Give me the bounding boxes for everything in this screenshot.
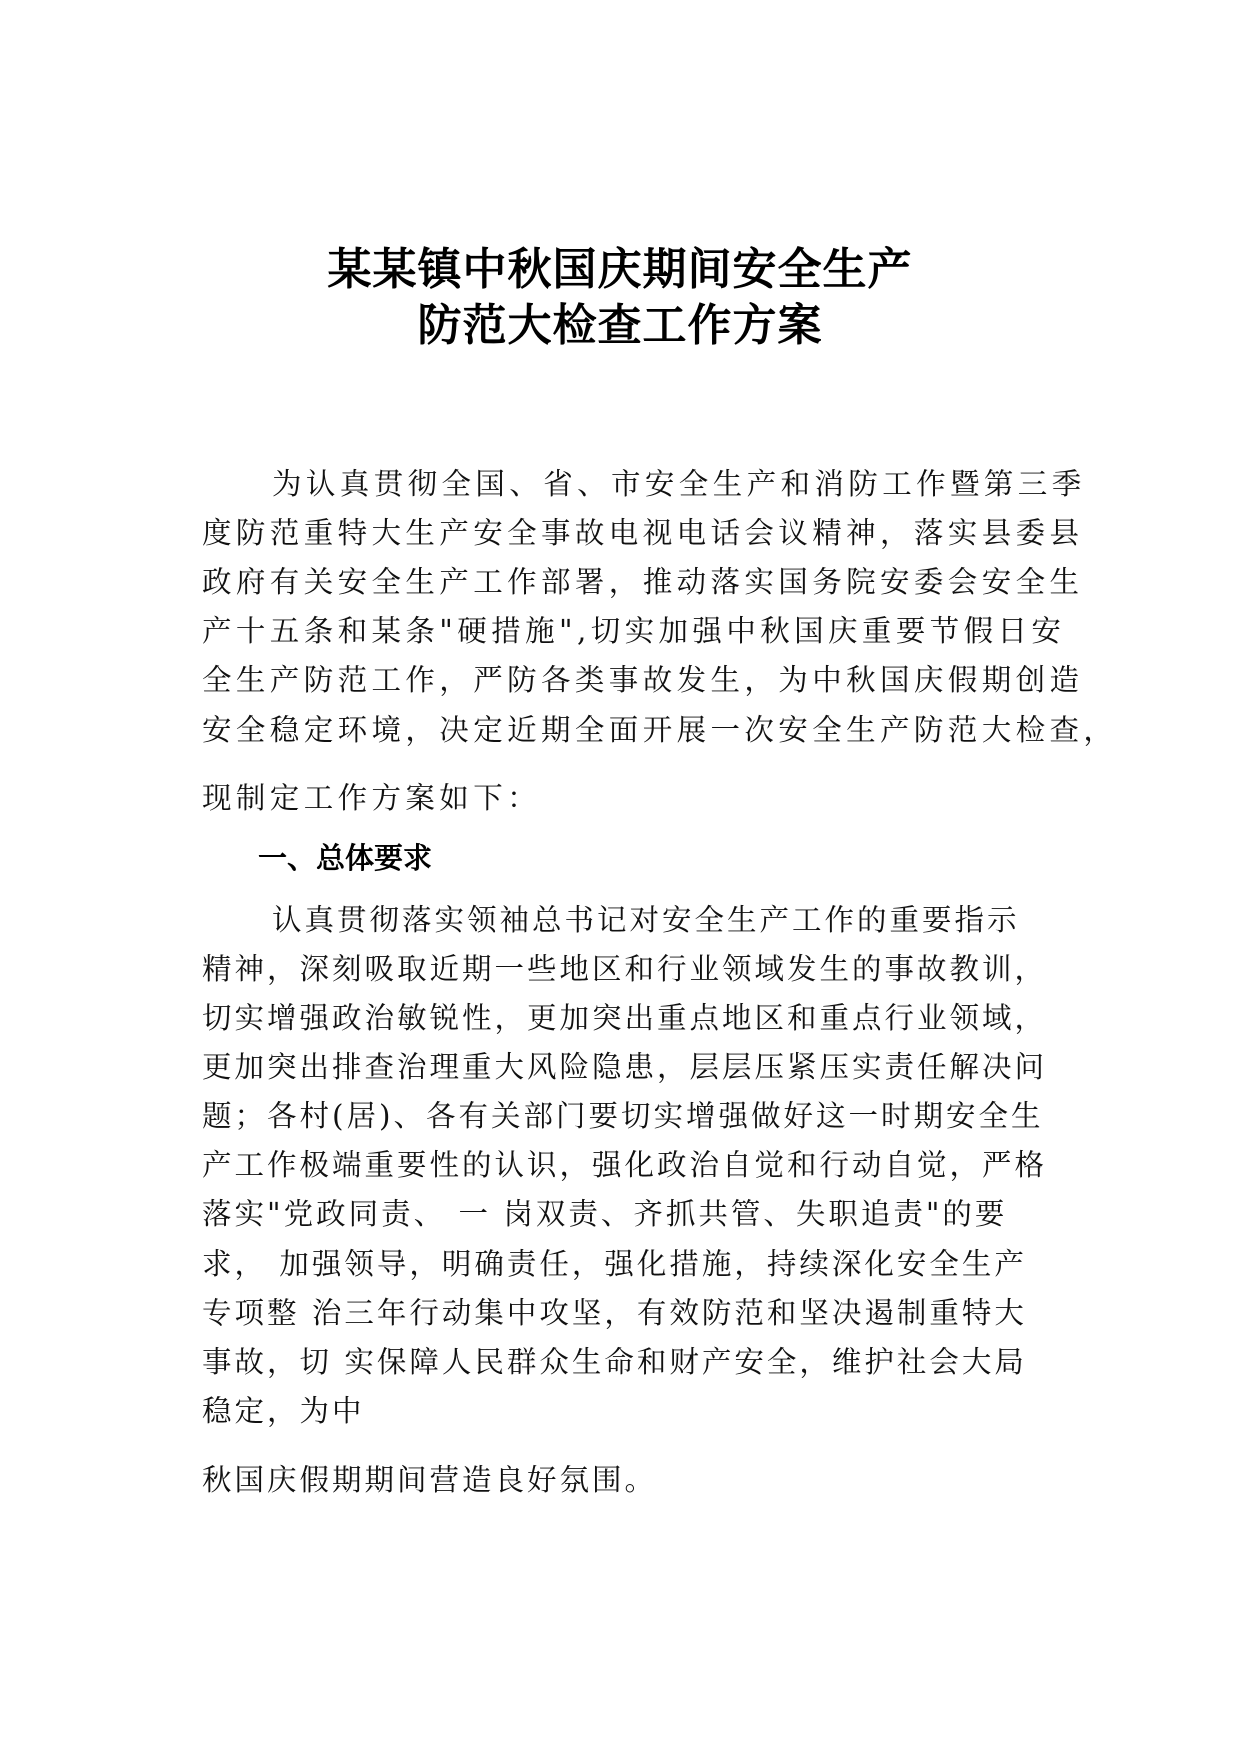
section1-line-1: 认真贯彻落实领袖总书记对安全生产工作的重要指示 (272, 903, 1020, 937)
section1-line-6: 产工作极端重要性的认识，强化政治自觉和行动自觉，严格 (202, 1148, 1048, 1182)
section1-line-12: 秋国庆假期期间营造良好氛围。 (202, 1463, 658, 1497)
section1-line-5: 题；各村(居)、各有关部门要切实增强做好这一时期安全生 (202, 1099, 1044, 1133)
document-title-line-1: 某某镇中秋国庆期间安全生产 (327, 244, 913, 295)
intro-line-6: 安全稳定环境，决定近期全面开展一次安全生产防范大检查， (202, 713, 1118, 747)
intro-line-1: 为认真贯彻全国、省、市安全生产和消防工作暨第三季 (272, 467, 1086, 501)
intro-line-2: 度防范重特大生产安全事故电视电话会议精神，落实县委县 (202, 516, 1084, 550)
intro-line-3: 政府有关安全生产工作部署，推动落实国务院安委会安全生 (202, 565, 1084, 599)
section1-line-2: 精神，深刻吸取近期一些地区和行业领域发生的事故教训， (202, 952, 1048, 986)
intro-line-7: 现制定工作方案如下： (202, 781, 542, 815)
section1-line-3: 切实增强政治敏锐性，更加突出重点地区和重点行业领域， (202, 1001, 1048, 1035)
section-heading-general-requirements: 一、总体要求 (258, 841, 433, 875)
section1-line-8: 求， 加强领导，明确责任，强化措施，持续深化安全生产 (202, 1247, 1027, 1281)
section1-line-10: 事故，切 实保障人民群众生命和财产安全，维护社会大局 (202, 1345, 1027, 1379)
document-title-line-2: 防范大检查工作方案 (417, 300, 823, 351)
section1-line-4: 更加突出排查治理重大风险隐患，层层压紧压实责任解决问 (202, 1050, 1048, 1084)
section1-line-9: 专项整 治三年行动集中攻坚，有效防范和坚决遏制重特大 (202, 1296, 1027, 1330)
intro-line-4: 产十五条和某条"硬措施",切实加强中秋国庆重要节假日安 (202, 614, 1066, 648)
section1-line-11: 稳定，为中 (202, 1394, 365, 1428)
section1-line-7: 落实"党政同责、 一 岗双责、齐抓共管、失职追责"的要 (202, 1197, 1008, 1231)
intro-line-5: 全生产防范工作，严防各类事故发生，为中秋国庆假期创造 (202, 663, 1084, 697)
